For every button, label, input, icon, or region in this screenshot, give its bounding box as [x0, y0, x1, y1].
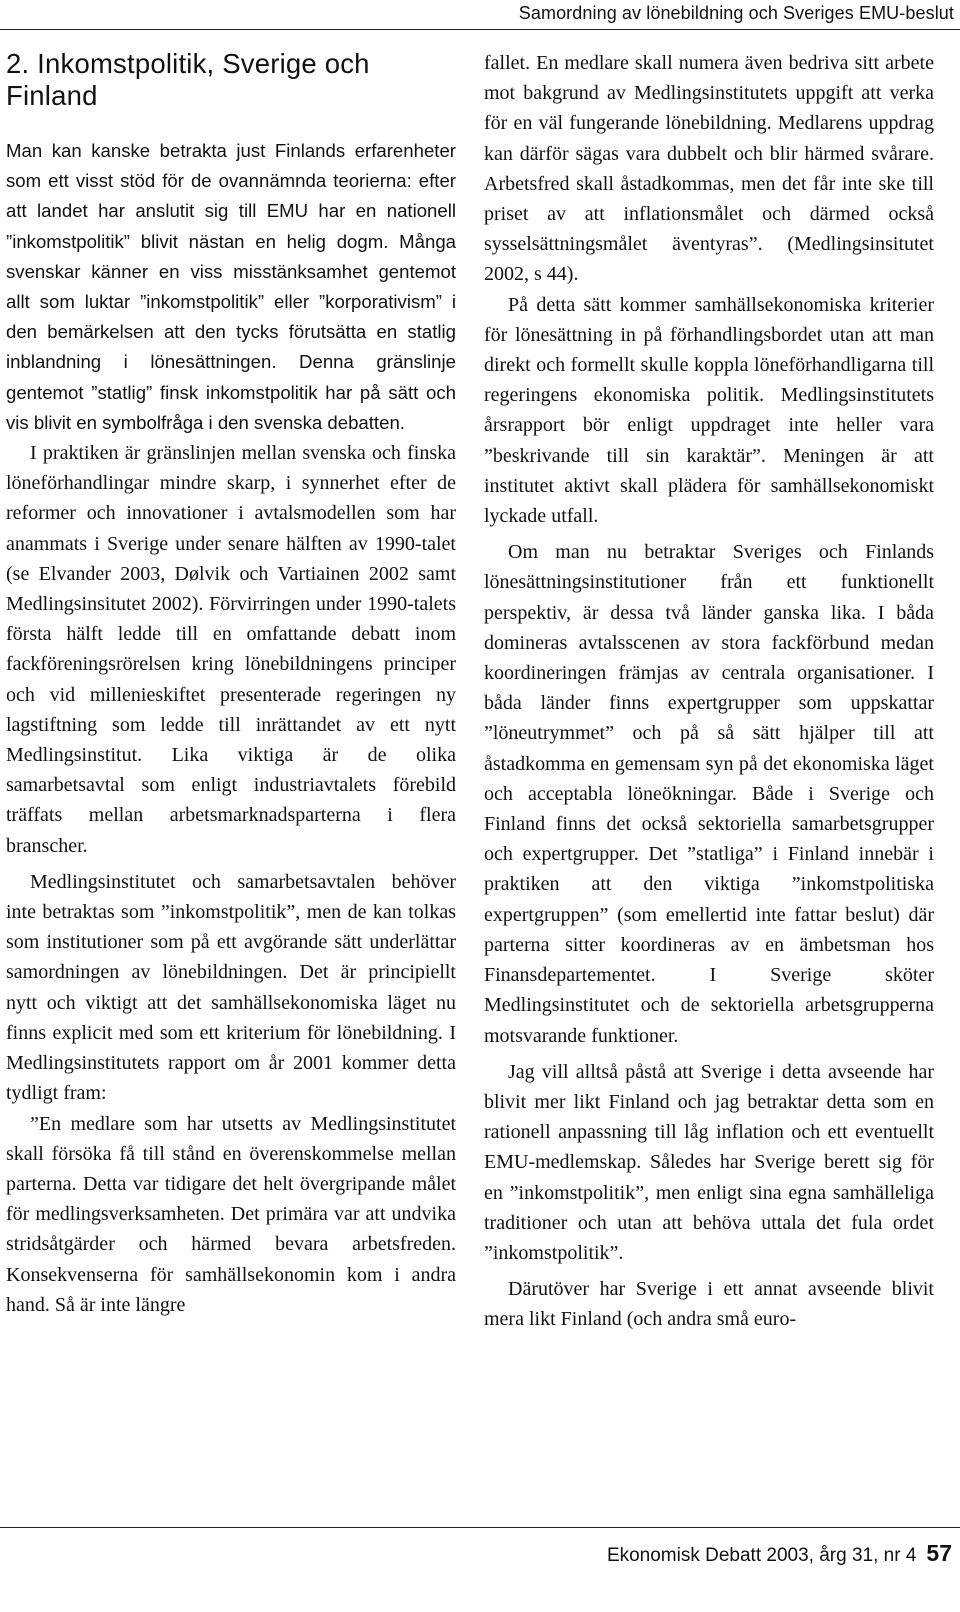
page-footer — [607, 1540, 952, 1567]
body-paragraph: Om man nu betraktar Sveriges och Finlands lönesättningsinstitutioner från ett funktionellt perspektiv, är dessa två länder ganska lika. I båda domineras avtalsscenen av stora fackförbund medan koordineringen främjas av centrala organisationer. I båda länder finns expertgrupper som uppskattar ”löneutrymmet” och på så sätt hjälper till att åstadkomma en gemensam syn på det ekonomiska läget och acceptabla löneökningar. Både i Sverige och Finland finns det också sektoriella samarbetsgrupper och expertgrupper. Det ”statliga” i Finland innebär i praktiken att den viktiga ”inkomstpolitiska expertgruppen” (som emellertid inte fattar beslut) där parterna sitter koordineras av en ämbetsman hos Finansdepartementet. I Sverige sköter Medlingsinstitutet och de sektoriella arbetsgrupperna motsvarande funktioner. — [484, 541, 934, 1047]
intro-paragraph: Man kan kanske betrakta just Finlands erfarenheter som ett visst stöd för de ovannämnda teorierna: efter att landet har anslutit sig till EMU har en nationell ”inkomstpolitik” blivit nästan en helig dogm. Många svenskar känner en viss misstänksamhet gentemot allt som luktar ”inkomstpolitik” eller ”korporativism” i den bemärkelsen att den tycks förutsätta en statlig inblandning i lönesättningen. Denna gränslinje gentemot ”statlig” finsk inkomstpolitik har på sätt och vis blivit en symbolfråga i den svenska debatten. — [6, 140, 456, 433]
left-column — [6, 48, 456, 1320]
quote-continuation: fallet. En medlare skall numera även bedriva sitt arbete mot bakgrund av Medlingsinstitutets uppgift att verka för en väl fungerande lönebildning. Medlarens uppdrag kan därför sägas vara dubbelt och blir härmed svårare. Arbetsfred skall åstadkommas, men det får inte ske till priset av att inflationsmålet och därmed också sysselsättningsmålet äventyras”. (Medlingsinsitutet 2002, s 44). — [484, 52, 934, 286]
block-quote: ”En medlare som har utsetts av Medlingsinstitutet skall försöka få till stånd en överenskommelse mellan parterna. Detta var tidigare det helt övergripande målet för medlingsverksamheten. Det primära var att undvika stridsåtgärder och härmed bevara arbetsfreden. Konsekvenserna för samhällsekonomin kom i andra hand. Så är inte längre — [6, 1112, 456, 1316]
page-number: 57 — [926, 1540, 952, 1566]
body-paragraph: Jag vill alltså påstå att Sverige i detta avseende har blivit mer likt Finland och jag betraktar detta som en rationell anpassning till låg inflation och ett eventuellt EMU-medlemskap. Således har Sverige berett sig för en ”inkomstpolitik”, men enligt sina egna samhälleliga traditioner och utan att behöva uttala det fula ordet ”inkomstpolitik”. — [484, 1060, 934, 1264]
body-paragraph: Därutöver har Sverige i ett annat avseende blivit mera likt Finland (och andra små euro- — [484, 1278, 934, 1331]
running-header: Samordning av lönebildning och Sveriges EMU-beslut — [518, 3, 954, 23]
right-column — [484, 48, 934, 1335]
body-paragraph: Medlingsinstitutet och samarbetsavtalen behöver inte betraktas som ”inkomstpolitik”, men de kan tolkas som institutioner som på ett avgörande sätt underlättar samordningen av lönebildningen. Det är principiellt nytt och viktigt att det samhällsekonomiska läget nu finns explicit med som ett kriterium för lönebildning. I Medlingsinstitutets rapport om år 2001 kommer detta tydligt fram: — [6, 870, 456, 1105]
body-paragraph: På detta sätt kommer samhällsekonomiska kriterier för lönesättning in på förhandlingsbordet utan att man direkt och formellt skulle koppla löneförhandligarna till regeringens ekonomiska politik. Medlingsinstitutets årsrapport bör enligt uppdraget inte heller vara ”beskrivande till sin karaktär”. Meningen är att institutet aktivt skall plädera för samhällsekonomiskt lyckade utfall. — [484, 293, 934, 528]
body-paragraph: I praktiken är gränslinjen mellan svenska och finska löneförhandlingar mindre skarp, i synnerhet efter de reformer och innovationer i avtalsmodellen som har anammats i Sverige under senare hälften av 1990-talet (se Elvander 2003, Dølvik och Vartiainen 2002 samt Medlingsinsitutet 2002). Förvirringen under 1990-talets första hälft ledde till en omfattande debatt inom fackföreningsrörelsen kring lönebildningens principer och vid millenieskiftet presenterade regeringen ny lagstiftning som ledde till inrättandet av ett nytt Medlingsinstitut. Lika viktiga är de olika samarbetsavtal som enligt industriavtalets förebild träffats mellan arbetsmarknadsparterna i flera branscher. — [6, 442, 456, 857]
journal-citation: Ekonomisk Debatt 2003, årg 31, nr 4 — [606, 1545, 917, 1566]
section-heading: 2. Inkomstpolitik, Sverige och Finland — [6, 48, 370, 111]
footer-rule — [0, 1527, 960, 1528]
header-rule — [0, 29, 960, 30]
